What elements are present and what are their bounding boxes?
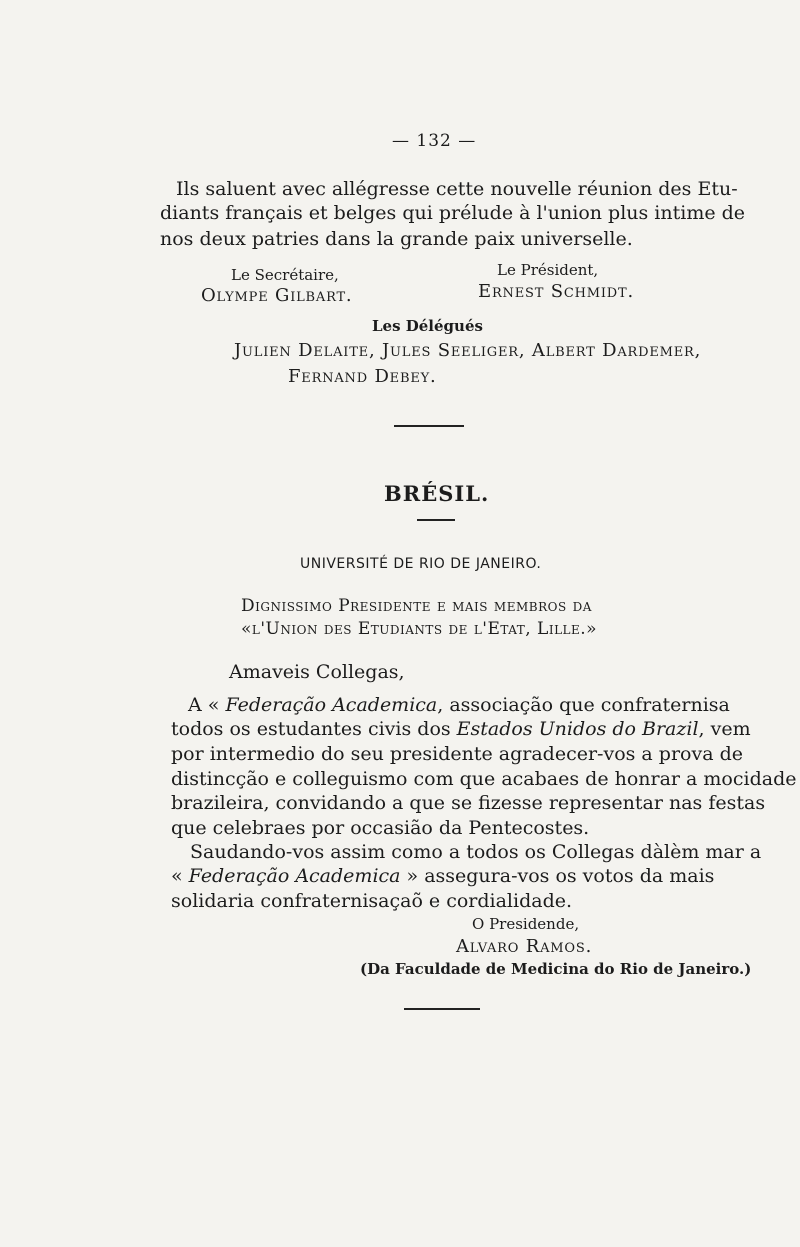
letter-line-8-em: Federação Academica bbox=[188, 865, 401, 887]
letter-line-7: Saudando-vos assim como a todos os Collegas dàlèm mar a bbox=[190, 841, 762, 863]
letter-line-8 bbox=[171, 865, 715, 887]
letter-line-2-a: todos os estudantes civis dos bbox=[171, 718, 457, 740]
letter-line-9: solidaria confraternisaçaõ e cordialidade. bbox=[171, 890, 573, 912]
letter-line-1-b: , associação que confraternisa bbox=[437, 694, 730, 716]
address-line-1: Dignissimo Presidente e mais membros da bbox=[241, 596, 592, 616]
divider-rule bbox=[394, 425, 464, 427]
letter-line-2 bbox=[171, 718, 751, 740]
letter-line-5: brazileira, convidando a que se fizesse representar nas festas bbox=[171, 792, 766, 814]
heading-underline bbox=[417, 519, 455, 521]
delegates-line-2: Fernand Debey. bbox=[288, 366, 437, 387]
salutation: Amaveis Collegas, bbox=[229, 661, 405, 683]
secretary-name: Olympe Gilbart. bbox=[201, 285, 353, 306]
letter-line-2-b: , vem bbox=[698, 718, 751, 740]
intro-line-1: Ils saluent avec allégresse cette nouvelle réunion des Etu- bbox=[176, 178, 738, 200]
br-signature-affiliation: (Da Faculdade de Medicina do Rio de Janeiro.) bbox=[360, 960, 752, 978]
delegates-line-1: Julien Delaite, Jules Seeliger, Albert Dardemer, bbox=[234, 340, 702, 361]
letter-line-1-a: A « bbox=[188, 694, 226, 716]
letter-line-6: que celebraes por occasião da Pentecostes. bbox=[171, 817, 590, 839]
letter-line-8-b: » assegura-vos os votos da mais bbox=[400, 865, 715, 887]
letter-line-8-a: « bbox=[171, 865, 189, 887]
university-name: UNIVERSITÉ DE RIO DE JANEIRO. bbox=[300, 556, 542, 572]
delegates-title: Les Délégués bbox=[372, 317, 483, 335]
secretary-title: Le Secrétaire, bbox=[231, 266, 339, 284]
country-heading: BRÉSIL. bbox=[384, 481, 490, 506]
letter-line-3: por intermedio do seu presidente agradecer-vos a prova de bbox=[171, 743, 743, 765]
br-signature-name: Alvaro Ramos. bbox=[456, 936, 593, 957]
page-number: — 132 — bbox=[392, 131, 477, 151]
br-signature-title: O Presidende, bbox=[472, 915, 580, 933]
intro-line-2: diants français et belges qui prélude à l'union plus intime de bbox=[160, 202, 746, 224]
intro-line-3: nos deux patries dans la grande paix universelle. bbox=[160, 228, 633, 250]
letter-line-1-em: Federação Academica bbox=[225, 694, 438, 716]
bottom-rule bbox=[404, 1008, 480, 1010]
president-name: Ernest Schmidt. bbox=[478, 281, 634, 302]
letter-line-1 bbox=[188, 694, 730, 716]
letter-line-2-em: Estados Unidos do Brazil bbox=[456, 718, 699, 740]
address-line-2: «l'Union des Etudiants de l'Etat, Lille.» bbox=[241, 619, 598, 639]
president-title: Le Président, bbox=[497, 261, 599, 279]
letter-line-4: distincção e colleguismo com que acabaes de honrar a mocidade bbox=[171, 768, 797, 790]
